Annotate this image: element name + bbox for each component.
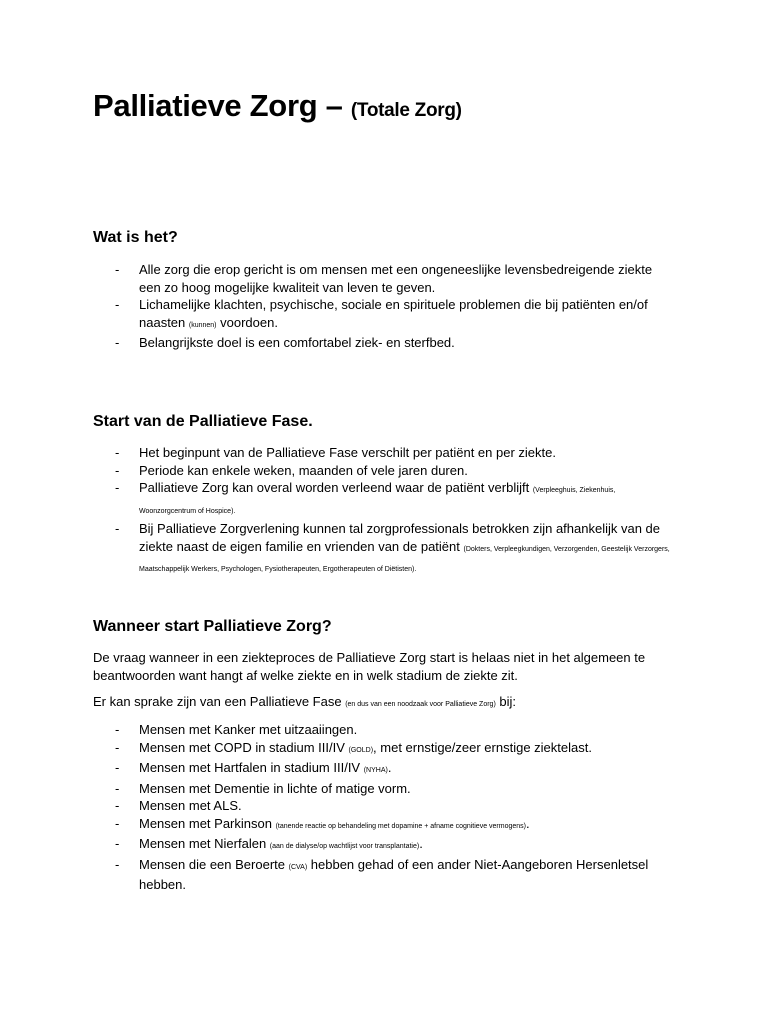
bullet-dash: - xyxy=(115,262,120,277)
section-heading-wat-is-het: Wat is het? xyxy=(93,229,178,246)
list-item-small: (CVA) xyxy=(288,863,308,871)
list-item xyxy=(93,739,673,760)
section-heading-start-fase: Start van de Palliatieve Fase. xyxy=(93,413,313,430)
list-item-after: . xyxy=(526,815,530,831)
bullet-dash: - xyxy=(115,521,120,536)
list-item xyxy=(93,444,673,462)
bullet-dash: - xyxy=(115,760,120,775)
list-item-text: Mensen met Nierfalen xyxy=(139,836,270,851)
list-item-small: (tanende reactie op behandeling met dopamine + afname cognitieve vermogens) xyxy=(275,822,526,830)
bullet-dash: - xyxy=(115,780,120,796)
bullet-dash: - xyxy=(115,462,120,478)
list-item xyxy=(93,462,673,480)
list-item-small: (kunnen) xyxy=(188,321,217,329)
title-sub: (Totale Zorg) xyxy=(350,100,462,121)
section2-list xyxy=(93,444,673,579)
list-item-small: (GOLD) xyxy=(348,746,374,754)
list-item xyxy=(93,815,673,836)
list-item-after: , met ernstige/zeer ernstige ziektelast. xyxy=(373,739,592,755)
bullet-dash: - xyxy=(115,335,120,350)
list-item-text: Palliatieve Zorg kan overal worden verleend waar de patiënt verblijft xyxy=(139,480,533,495)
list-item-small: (NYHA) xyxy=(363,767,388,774)
list-item-small: (aan de dialyse/op wachtlijst voor transplantatie) xyxy=(269,843,420,850)
lead-small: (en dus van een noodzaak voor Palliatieve Zorg) xyxy=(345,701,496,708)
list-item-text: Mensen met Hartfalen in stadium III/IV xyxy=(139,760,364,775)
list-item-text: Mensen met Dementie in lichte of matige vorm. xyxy=(139,780,411,796)
bullet-dash: - xyxy=(115,722,120,737)
bullet-dash: - xyxy=(115,297,120,312)
bullet-dash: - xyxy=(115,739,120,755)
list-item-after: . xyxy=(387,760,392,775)
bullet-dash: - xyxy=(115,836,120,851)
section3-lead xyxy=(93,693,653,714)
list-item xyxy=(93,759,673,780)
list-item xyxy=(93,780,673,798)
lead-after: bij: xyxy=(495,694,517,709)
title-main: Palliatieve Zorg – xyxy=(93,88,351,123)
list-item-after: voordoen. xyxy=(216,314,278,330)
list-item xyxy=(93,296,673,334)
section3-intro: De vraag wanneer in een ziekteproces de Palliatieve Zorg start is helaas niet in het algemeen te beantwoorden want hangt af welke ziekte en in welk stadium de ziekte zit. xyxy=(93,650,646,683)
list-item xyxy=(93,721,673,739)
bullet-dash: - xyxy=(115,856,120,872)
section-heading-wanneer-start: Wanneer start Palliatieve Zorg? xyxy=(93,618,332,635)
list-item xyxy=(93,261,673,296)
list-item xyxy=(93,479,673,520)
list-item xyxy=(93,520,673,579)
bullet-dash: - xyxy=(115,815,120,831)
list-item xyxy=(93,797,673,815)
lead-text: Er kan sprake zijn van een Palliatieve Fase xyxy=(93,694,346,709)
list-item-text: Mensen met Parkinson xyxy=(139,815,276,831)
list-item-text: Periode kan enkele weken, maanden of vele jaren duren. xyxy=(139,462,468,478)
bullet-dash: - xyxy=(115,445,120,460)
list-item-after: . xyxy=(419,836,423,851)
section3-list xyxy=(93,721,673,894)
page-title xyxy=(93,88,462,124)
bullet-dash: - xyxy=(115,798,120,813)
list-item-text: Mensen met Kanker met uitzaaiingen. xyxy=(139,722,358,737)
list-item-small: (Dokters, Verpleegkundigen, Verzorgenden, Geestelijk Verzorgers, Maatschappelijk Werkers, Psychologen, Fysiotherapeuten, Ergotherapeuten of Diëtisten). xyxy=(139,545,670,573)
list-item-after: hebben gehad of een ander Niet-Aangeboren Hersenletsel hebben. xyxy=(139,856,649,892)
list-item-text: Het beginpunt van de Palliatieve Fase verschilt per patiënt en per ziekte. xyxy=(139,445,556,460)
list-item-text: Mensen die een Beroerte xyxy=(139,856,289,872)
list-item-text: Belangrijkste doel is een comfortabel ziek- en sterfbed. xyxy=(139,335,455,350)
list-item-text: Bij Palliatieve Zorgverlening kunnen tal zorgprofessionals betrokken zijn afhankelijk van de ziekte naast de eigen familie en vrienden van de patiënt xyxy=(139,521,661,554)
bullet-dash: - xyxy=(115,480,120,495)
list-item-small: (Verpleeghuis, Ziekenhuis, Woonzorgcentrum of Hospice). xyxy=(139,487,616,515)
list-item xyxy=(93,334,673,352)
list-item-text: Alle zorg die erop gericht is om mensen met een ongeneeslijke levensbedreigende ziekte een zo hoog mogelijke kwaliteit van leven te geven. xyxy=(139,262,653,295)
list-item-text: Lichamelijke klachten, psychische, sociale en spirituele problemen die bij patiënten en/of naasten xyxy=(139,297,648,330)
list-item xyxy=(93,835,673,856)
list-item-text: Mensen met ALS. xyxy=(139,798,242,813)
section1-list xyxy=(93,261,673,352)
list-item-text: Mensen met COPD in stadium III/IV xyxy=(139,739,349,755)
list-item xyxy=(93,856,673,894)
